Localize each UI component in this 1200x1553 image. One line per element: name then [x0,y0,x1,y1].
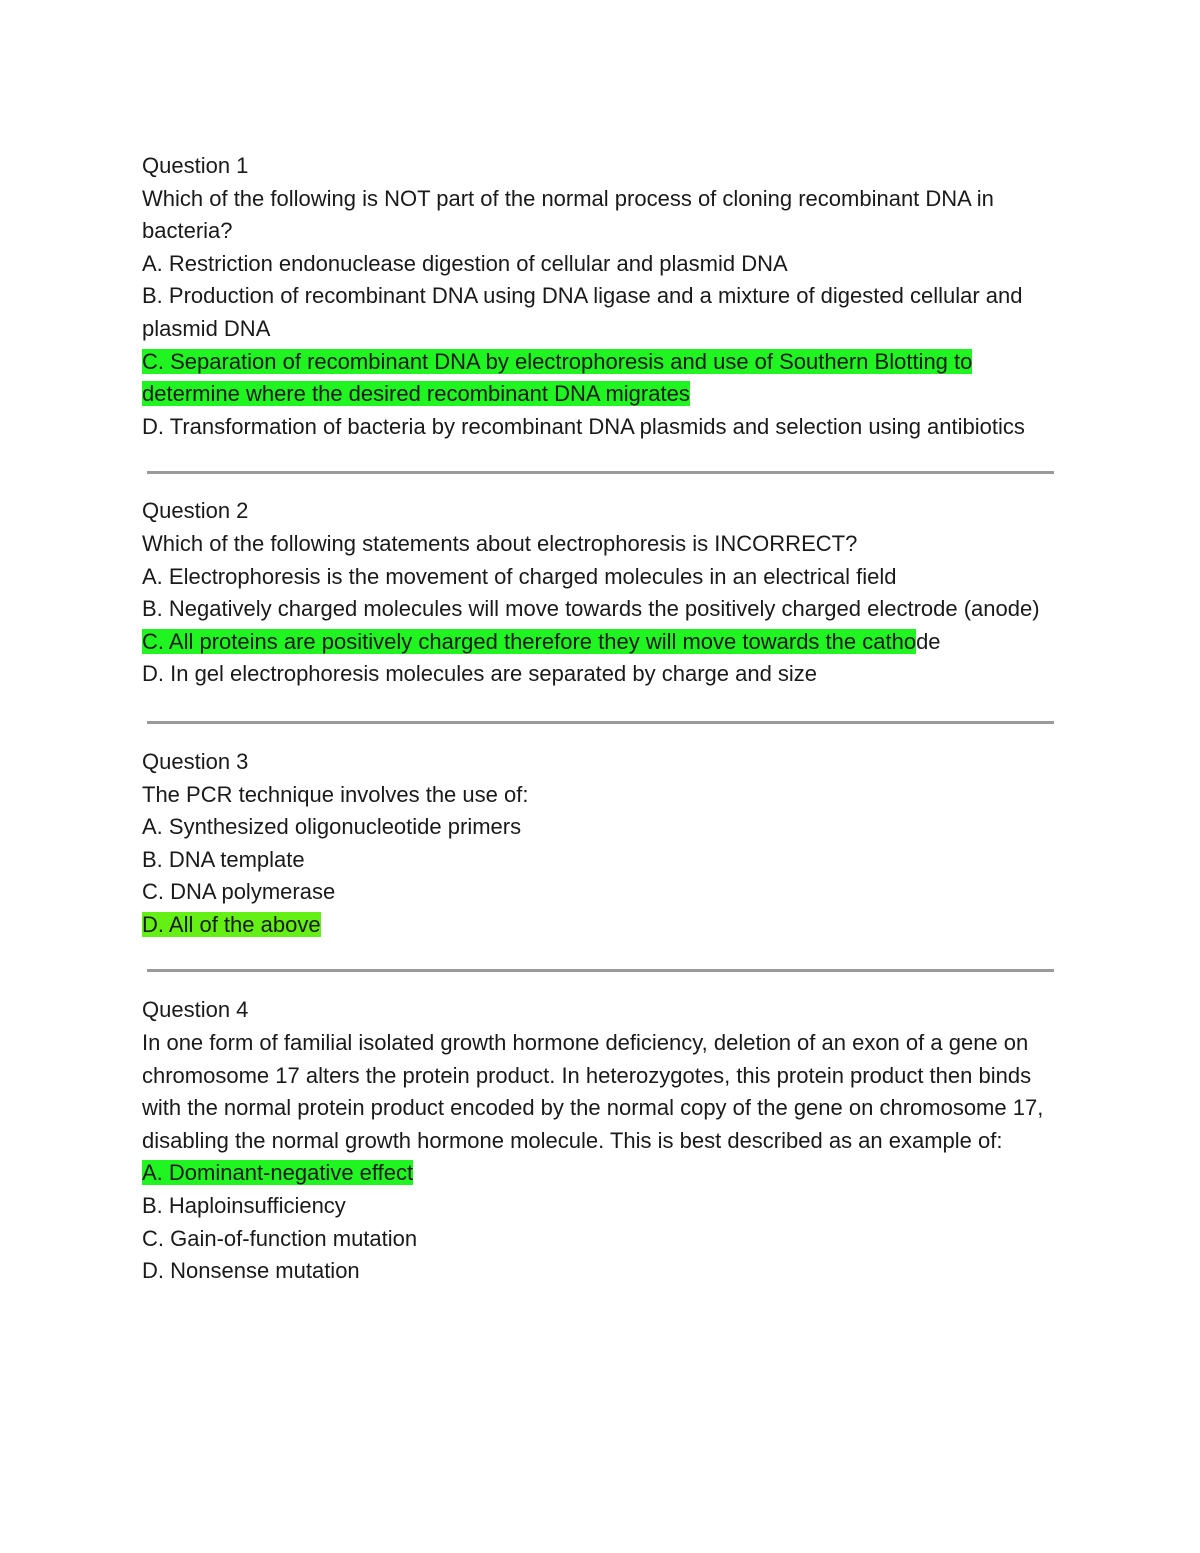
section-divider [147,721,1054,724]
question-prompt: In one form of familial isolated growth hormone deficiency, deletion of an exon of a gene on chromosome 17 alters the protein product. In heterozygotes, this protein product then binds with the normal protein product encoded by the normal copy of the gene on chromosome 17, disabling the normal growth hormone molecule. This is best described as an example of: [142,1030,1044,1153]
question-prompt: Which of the following is NOT part of the normal process of cloning recombinant DNA in bacteria? [142,185,994,244]
quiz-content [142,150,1054,1288]
option-d: D. In gel electrophoresis molecules are separated by charge and size [142,661,818,687]
question-heading: Question 2 [142,498,249,524]
question-heading: Question 4 [142,997,249,1023]
option-b: B. Haploinsufficiency [142,1193,346,1219]
option-b: B. Negatively charged molecules will move towards the positively charged electrode (anode) [142,596,1040,622]
section-divider [147,969,1054,972]
option-d: D. Nonsense mutation [142,1258,360,1284]
option-b: B. Production of recombinant DNA using DNA ligase and a mixture of digested cellular and plasmid DNA [142,283,1023,341]
question-prompt: The PCR technique involves the use of: [142,781,529,807]
option-c-tail: de [916,628,941,654]
option-c-correct [142,626,1054,659]
option-c: C. DNA polymerase [142,879,336,905]
question-2 [142,495,1054,691]
option-a-correct [142,1157,1054,1190]
option-c: C. Gain-of-function mutation [142,1225,418,1251]
option-a: A. Synthesized oligonucleotide primers [142,814,522,840]
answer-highlight: C. All proteins are positively charged therefore they will move towards the catho [142,628,917,654]
question-heading: Question 3 [142,748,249,774]
option-d-correct [142,909,1054,942]
option-b: B. DNA template [142,846,305,872]
question-1 [142,150,1054,443]
option-a: A. Restriction endonuclease digestion of cellular and plasmid DNA [142,250,788,276]
question-prompt: Which of the following statements about electrophoresis is INCORRECT? [142,530,858,556]
answer-highlight: A. Dominant-negative effect [142,1160,414,1186]
option-c-correct [142,346,1054,411]
option-a: A. Electrophoresis is the movement of charged molecules in an electrical field [142,563,897,589]
question-3 [142,746,1054,942]
answer-highlight: D. All of the above [142,911,321,937]
option-d: D. Transformation of bacteria by recombinant DNA plasmids and selection using antibiotics [142,413,1025,439]
answer-highlight: C. Separation of recombinant DNA by electrophoresis and use of Southern Blotting to determine where the desired recombinant DNA migrates [142,348,973,407]
question-heading: Question 1 [142,153,249,178]
question-4 [142,994,1054,1287]
section-divider [147,471,1054,474]
